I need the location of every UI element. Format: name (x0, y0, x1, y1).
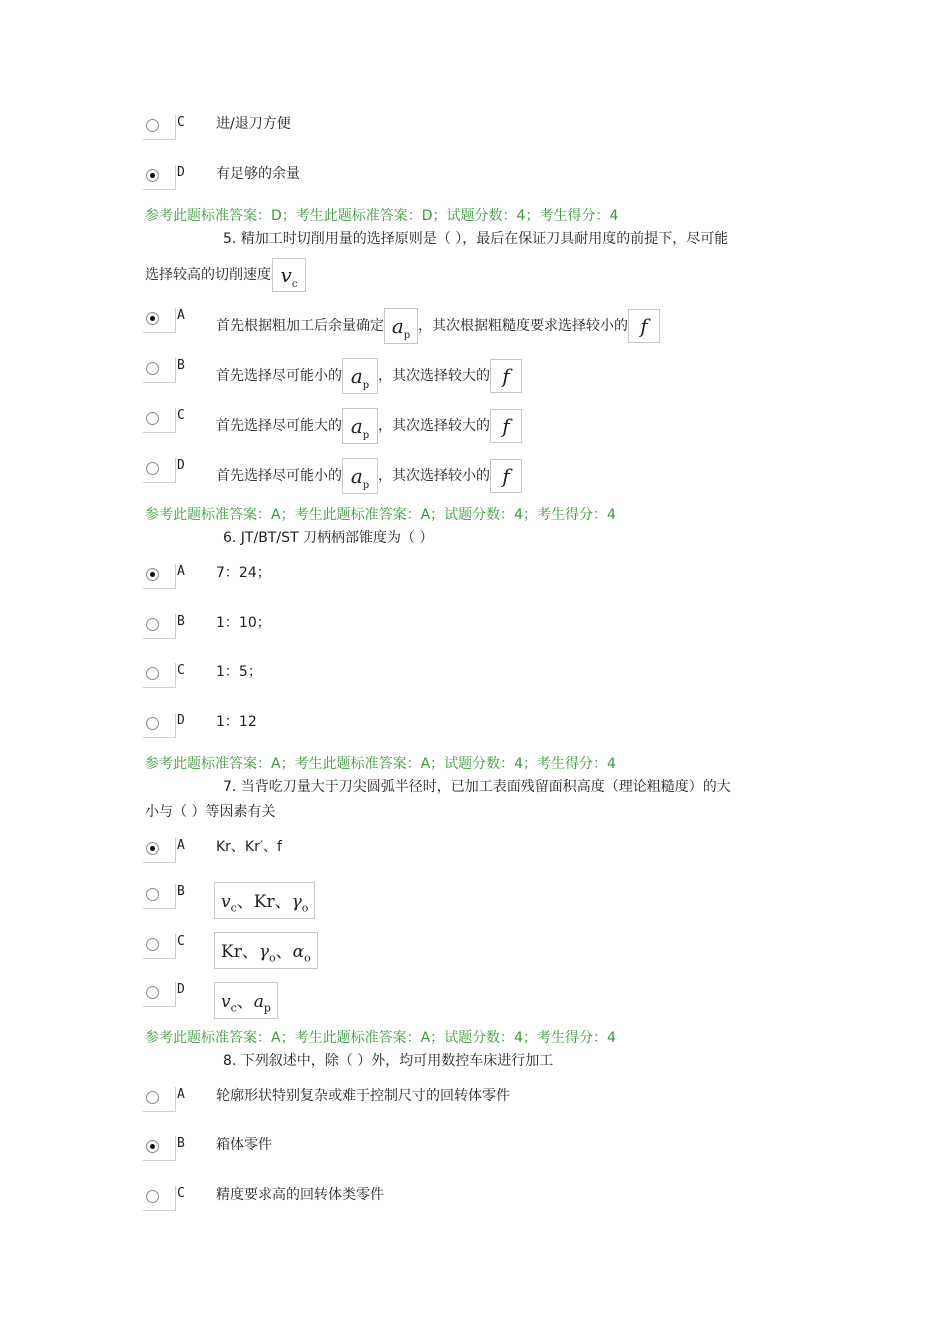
radio-button[interactable] (146, 986, 159, 999)
option-text: 首先选择尽可能小的 $a_p$，其次选择较大的 f (216, 358, 522, 394)
q5-question-line2-text: 选择较高的切削速度 (145, 267, 271, 283)
f-symbol-image: f (490, 459, 522, 493)
option-letter: D (177, 713, 185, 728)
radio-button[interactable] (146, 717, 159, 730)
radio-button[interactable] (146, 462, 159, 475)
q7-question-line1: 7. 当背吃刀量大于刀尖圆弧半径时，已加工表面残留面积高度（理论粗糙度）的大 (223, 779, 731, 795)
radio-button-selected[interactable] (146, 568, 159, 581)
option-text: 1：12 (216, 714, 257, 730)
option-text: 精度要求高的回转体类零件 (216, 1187, 384, 1203)
radio-button[interactable] (146, 667, 159, 680)
option-letter: B (177, 614, 185, 629)
option-letter: D (177, 165, 185, 180)
q5-question-line2 (145, 258, 306, 292)
option-text: 首先选择尽可能小的 $a_p$，其次选择较小的 f (216, 458, 522, 494)
f-symbol-image: f (490, 359, 522, 393)
option-letter: A (177, 1087, 185, 1102)
q4-answer-summary: 参考此题标准答案：D；考生此题标准答案：D；试题分数：4；考生得分：4 (145, 208, 619, 224)
q7-question-line2: 小与（ ）等因素有关 (145, 804, 276, 820)
option-letter: A (177, 564, 185, 579)
option-text: 首先选择尽可能大的 $a_p$，其次选择较大的 f (216, 408, 522, 444)
q6-answer-summary: 参考此题标准答案：A；考生此题标准答案：A；试题分数：4；考生得分：4 (145, 756, 616, 772)
radio-button-selected[interactable] (146, 312, 159, 325)
option-letter: A (177, 308, 185, 323)
option-text: 有足够的余量 (216, 166, 300, 182)
option-text: Kr、Kr′、f (216, 839, 282, 855)
f-symbol-image: f (490, 409, 522, 443)
q6-question-line1: 6. JT/BT/ST 刀柄柄部锥度为（ ） (223, 530, 434, 546)
option-letter: C (177, 408, 185, 423)
radio-button[interactable] (146, 938, 159, 951)
formula-vc-ap-image: $v_c$、$a_p$ (214, 982, 278, 1019)
radio-button-selected[interactable] (146, 1140, 159, 1153)
option-letter: D (177, 982, 185, 997)
radio-button[interactable] (146, 1091, 159, 1104)
vc-symbol-image: $v_c$ (272, 258, 306, 292)
option-text: 1：5； (216, 664, 262, 680)
option-letter: B (177, 884, 185, 899)
option-text: 7：24； (216, 565, 271, 581)
ap-symbol-image: $a_p$ (342, 358, 378, 394)
option-letter: C (177, 663, 185, 678)
radio-button[interactable] (146, 412, 159, 425)
f-symbol-image: f (628, 309, 660, 343)
q7-answer-summary: 参考此题标准答案：A；考生此题标准答案：A；试题分数：4；考生得分：4 (145, 1030, 616, 1046)
option-letter: C (177, 115, 185, 130)
q5-answer-summary: 参考此题标准答案：A；考生此题标准答案：A；试题分数：4；考生得分：4 (145, 507, 616, 523)
ap-symbol-image: $a_p$ (342, 458, 378, 494)
radio-button-selected[interactable] (146, 169, 159, 182)
option-letter: A (177, 838, 185, 853)
option-letter: D (177, 458, 185, 473)
option-text: 箱体零件 (216, 1137, 272, 1153)
ap-symbol-image: $a_p$ (342, 408, 378, 444)
q8-question-line1: 8. 下列叙述中，除（ ）外，均可用数控车床进行加工 (223, 1053, 554, 1069)
formula-kr-gamma0-alpha0-image: Kr、$\gamma_o$、$\alpha_o$ (214, 932, 318, 969)
radio-button[interactable] (146, 618, 159, 631)
option-text: 进/退刀方便 (216, 116, 291, 132)
radio-button[interactable] (146, 119, 159, 132)
option-text: 1：10； (216, 615, 271, 631)
radio-button[interactable] (146, 362, 159, 375)
radio-button-selected[interactable] (146, 842, 159, 855)
radio-button[interactable] (146, 1190, 159, 1203)
option-letter: C (177, 934, 185, 949)
formula-vc-kr-gamma0-image: $v_c$、Kr、$\gamma_o$ (214, 882, 315, 919)
q5-question-line1: 5. 精加工时切削用量的选择原则是（ ），最后在保证刀具耐用度的前提下，尽可能 (223, 231, 729, 247)
option-text: 首先根据粗加工后余量确定 $a_p$，其次根据粗糙度要求选择较小的 f (216, 308, 660, 344)
option-letter: B (177, 358, 185, 373)
radio-button[interactable] (146, 888, 159, 901)
option-letter: C (177, 1186, 185, 1201)
ap-symbol-image: $a_p$ (384, 308, 418, 344)
option-letter: B (177, 1136, 185, 1151)
option-text: 轮廓形状特别复杂或难于控制尺寸的回转体零件 (216, 1088, 510, 1104)
